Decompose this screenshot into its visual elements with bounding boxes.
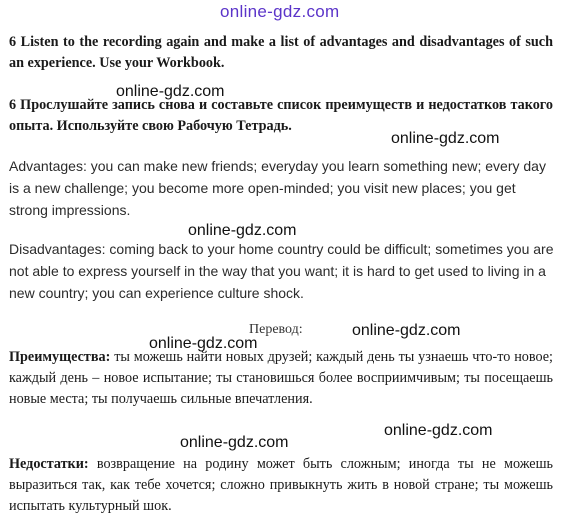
advantages-ru-label: Преимущества: (9, 349, 111, 365)
watermark: online-gdz.com (352, 322, 461, 339)
task-english: 6 Listen to the recording again and make a list of advantages and disadvantages of such an experience. Use your Workbook. (9, 34, 553, 71)
disadvantages-text: : coming back to your home country could be difficult; sometimes you are not able to express yourself in the way that you want; it is hard to get used to living in a new country; you can experience culture shock. (9, 241, 554, 301)
advantages-paragraph (9, 155, 555, 221)
advantages-ru-paragraph (9, 347, 553, 410)
advantages-ru-text: ты можешь найти новых друзей; каждый день ты узнаешь что-то новое; каждый день – новое испытание; ты становишься более восприимчивым; ты посещаешь новые места; ты получаешь сильные впечатления. (9, 349, 553, 407)
watermark: online-gdz.com (149, 335, 258, 352)
translation-heading: Перевод: (249, 322, 303, 337)
disadvantages-label: Disadvantages (9, 241, 102, 257)
watermark: online-gdz.com (180, 434, 289, 451)
task-russian: 6 Прослушайте запись снова и составьте список преимуществ и недостатков такого опыта. Используйте свою Рабочую Тетрадь. (9, 97, 553, 134)
advantages-text: : you can make new friends; everyday you learn something new; every day is a new challenge; you become more open-minded; you visit new places; you get strong impressions. (9, 158, 546, 218)
watermark: online-gdz.com (384, 422, 493, 439)
disadvantages-ru-label: Недостатки: (9, 456, 89, 472)
disadvantages-ru-text: возвращение на родину может быть сложным; иногда ты не можешь выразиться так, как тебе хочется; сложно привыкнуть жить в новой стране; ты можешь испытать культурный шок. (9, 456, 553, 514)
watermark: online-gdz.com (391, 130, 500, 147)
watermark: online-gdz.com (116, 83, 225, 100)
watermark-top: online-gdz.com (220, 2, 340, 21)
disadvantages-ru-paragraph (9, 454, 553, 517)
watermark: online-gdz.com (188, 222, 297, 239)
disadvantages-paragraph (9, 238, 555, 304)
advantages-label: Advantages (9, 158, 83, 174)
